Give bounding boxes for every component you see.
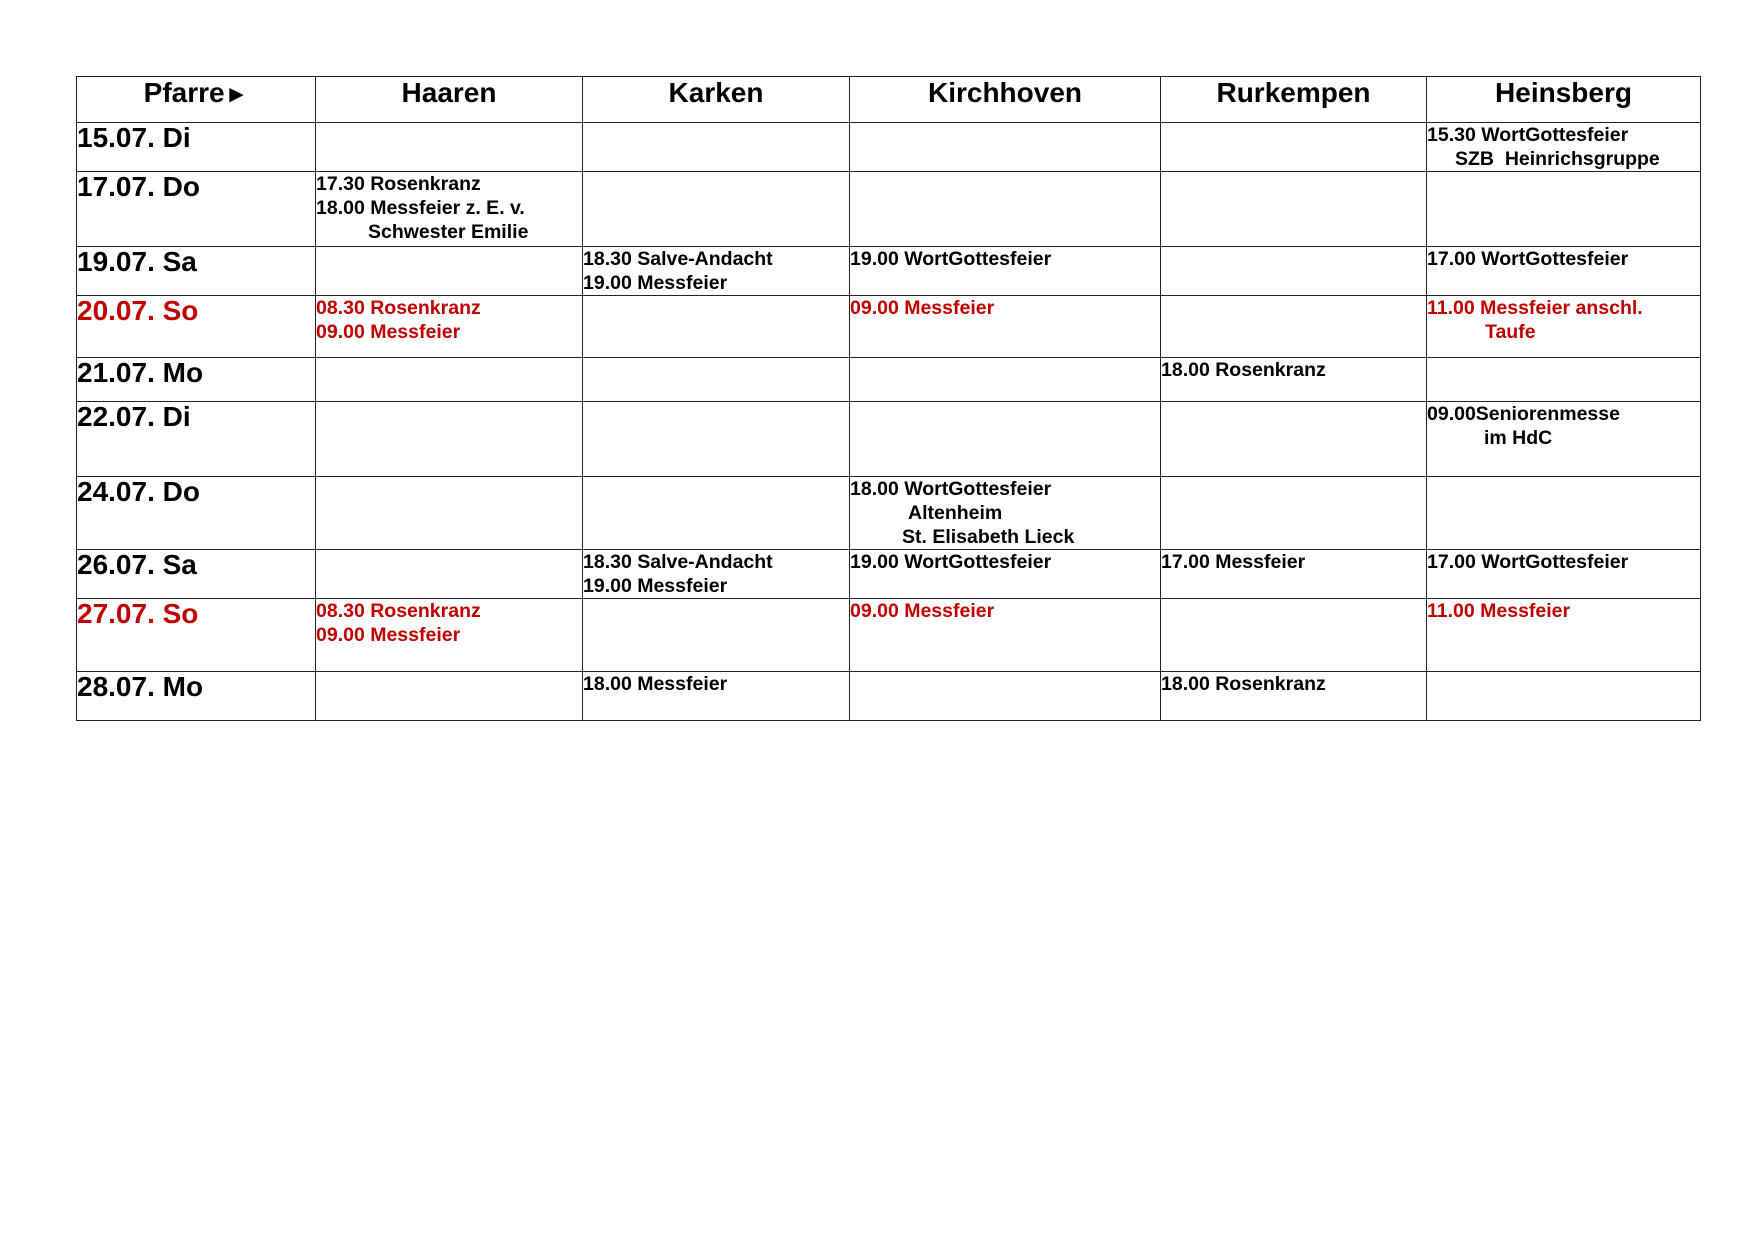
cell-kirchhoven	[850, 123, 1161, 172]
event-line: 18.00 Rosenkranz	[1161, 359, 1326, 381]
event-line: Altenheim	[908, 502, 1003, 524]
event-line: 09.00 Messfeier	[316, 321, 461, 343]
cell-rurkempen	[1161, 672, 1427, 721]
cell-rurkempen	[1161, 550, 1427, 599]
cell-kirchhoven	[850, 358, 1161, 402]
date-cell: 21.07. Mo	[77, 358, 316, 402]
parish-header-kirchhoven: Kirchhoven	[850, 77, 1161, 123]
event-line: im HdC	[1484, 427, 1553, 449]
cell-karken	[583, 477, 850, 550]
event-line: 18.00 WortGottesfeier	[850, 478, 1052, 500]
event-line: 17.30 Rosenkranz	[316, 173, 481, 195]
cell-haaren	[316, 672, 583, 721]
table-row	[77, 672, 1701, 721]
cell-kirchhoven	[850, 296, 1161, 358]
table-row	[77, 247, 1701, 296]
date-cell: 15.07. Di	[77, 123, 316, 172]
event-line: 11.00 Messfeier	[1427, 600, 1571, 622]
parish-header-heinsberg: Heinsberg	[1427, 77, 1701, 123]
cell-rurkempen	[1161, 172, 1427, 247]
cell-kirchhoven	[850, 550, 1161, 599]
date-cell: 28.07. Mo	[77, 672, 316, 721]
date-cell: 22.07. Di	[77, 402, 316, 477]
event-line: 17.00 WortGottesfeier	[1427, 551, 1629, 573]
cell-heinsberg	[1427, 599, 1701, 672]
cell-heinsberg	[1427, 672, 1701, 721]
table-row	[77, 599, 1701, 672]
event-line: St. Elisabeth Lieck	[902, 526, 1075, 548]
table-row	[77, 123, 1701, 172]
event-line: 09.00 Messfeier	[850, 297, 995, 319]
cell-rurkempen	[1161, 402, 1427, 477]
cell-kirchhoven	[850, 672, 1161, 721]
table-row	[77, 477, 1701, 550]
cell-haaren	[316, 358, 583, 402]
event-line: 18.00 Messfeier	[583, 673, 728, 695]
cell-karken	[583, 358, 850, 402]
cell-kirchhoven	[850, 402, 1161, 477]
cell-heinsberg	[1427, 172, 1701, 247]
table-row	[77, 358, 1701, 402]
cell-karken	[583, 247, 850, 296]
cell-heinsberg	[1427, 247, 1701, 296]
cell-haaren	[316, 172, 583, 247]
event-line: 09.00Seniorenmesse	[1427, 403, 1620, 425]
cell-kirchhoven	[850, 477, 1161, 550]
event-line: 08.30 Rosenkranz	[316, 297, 481, 319]
cell-karken	[583, 172, 850, 247]
pfarre-label: Pfarre	[143, 77, 225, 108]
date-cell: 20.07. So	[77, 296, 316, 358]
cell-haaren	[316, 402, 583, 477]
mass-schedule-table	[76, 76, 1701, 721]
event-line: SZB Heinrichsgruppe	[1455, 148, 1660, 170]
event-line: 18.30 Salve-Andacht	[583, 551, 773, 573]
parish-header-rurkempen: Rurkempen	[1161, 77, 1427, 123]
event-line: 19.00 Messfeier	[583, 272, 728, 294]
event-line: Taufe	[1485, 321, 1536, 343]
cell-kirchhoven	[850, 172, 1161, 247]
cell-kirchhoven	[850, 599, 1161, 672]
event-line: 09.00 Messfeier	[316, 624, 461, 646]
cell-rurkempen	[1161, 247, 1427, 296]
arrow-right-icon: ►	[224, 81, 249, 108]
event-line: 19.00 WortGottesfeier	[850, 248, 1052, 270]
cell-heinsberg	[1427, 402, 1701, 477]
date-cell: 19.07. Sa	[77, 247, 316, 296]
table-row	[77, 550, 1701, 599]
event-line: 19.00 WortGottesfeier	[850, 551, 1052, 573]
event-line: 08.30 Rosenkranz	[316, 600, 481, 622]
cell-haaren	[316, 599, 583, 672]
cell-rurkempen	[1161, 358, 1427, 402]
table-row	[77, 172, 1701, 247]
date-cell: 27.07. So	[77, 599, 316, 672]
cell-haaren	[316, 123, 583, 172]
cell-karken	[583, 296, 850, 358]
cell-haaren	[316, 296, 583, 358]
cell-haaren	[316, 550, 583, 599]
cell-karken	[583, 599, 850, 672]
cell-rurkempen	[1161, 599, 1427, 672]
table-row	[77, 296, 1701, 358]
date-cell: 26.07. Sa	[77, 550, 316, 599]
parish-header-haaren: Haaren	[316, 77, 583, 123]
pfarre-header	[77, 77, 316, 123]
cell-haaren	[316, 477, 583, 550]
cell-heinsberg	[1427, 477, 1701, 550]
event-line: 17.00 Messfeier	[1161, 551, 1306, 573]
event-line: 15.30 WortGottesfeier	[1427, 124, 1629, 146]
cell-rurkempen	[1161, 296, 1427, 358]
event-line: 11.00 Messfeier anschl.	[1427, 297, 1643, 319]
cell-karken	[583, 550, 850, 599]
date-cell: 17.07. Do	[77, 172, 316, 247]
cell-rurkempen	[1161, 123, 1427, 172]
cell-karken	[583, 672, 850, 721]
cell-heinsberg	[1427, 123, 1701, 172]
event-line: Schwester Emilie	[368, 221, 529, 243]
event-line: 09.00 Messfeier	[850, 600, 995, 622]
table-row	[77, 402, 1701, 477]
event-line: 19.00 Messfeier	[583, 575, 728, 597]
parish-header-karken: Karken	[583, 77, 850, 123]
event-line: 18.00 Rosenkranz	[1161, 673, 1326, 695]
cell-rurkempen	[1161, 477, 1427, 550]
event-line: 17.00 WortGottesfeier	[1427, 248, 1629, 270]
date-cell: 24.07. Do	[77, 477, 316, 550]
cell-heinsberg	[1427, 358, 1701, 402]
cell-heinsberg	[1427, 296, 1701, 358]
cell-karken	[583, 123, 850, 172]
cell-kirchhoven	[850, 247, 1161, 296]
cell-heinsberg	[1427, 550, 1701, 599]
event-line: 18.30 Salve-Andacht	[583, 248, 773, 270]
event-line: 18.00 Messfeier z. E. v.	[316, 197, 525, 219]
cell-haaren	[316, 247, 583, 296]
header-row	[77, 77, 1701, 123]
cell-karken	[583, 402, 850, 477]
